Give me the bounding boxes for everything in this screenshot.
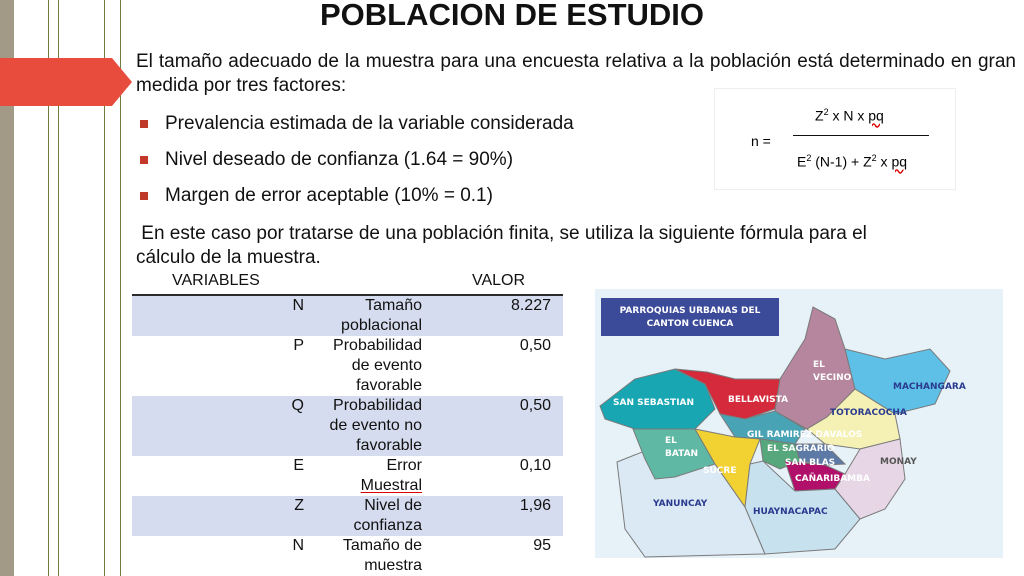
square-bullet-icon [140, 156, 148, 164]
label-canaribamba: CAÑARIBAMBA [795, 474, 870, 484]
intro-paragraph: El tamaño adecuado de la muestra para una encuesta relativa a la población está determinado en gran medida por tres factores: [136, 51, 1016, 96]
map-title-line2: CANTON CUENCA [646, 319, 734, 329]
map-title-line1: PARROQUIAS URBANAS DEL [619, 306, 761, 316]
slide-title: POBLACION DE ESTUDIO [319, 0, 705, 32]
parishes-map [595, 289, 1003, 558]
label-bellavista: BELLAVISTA [728, 395, 789, 405]
header-variables: VARIABLES [132, 268, 422, 295]
variables-table [132, 268, 563, 576]
formula-lhs: n = [751, 133, 771, 149]
label-gil-ramirez: GIL RAMIREZ DAVALOS [747, 430, 863, 440]
formula-paragraph: En este caso por tratarse de una población finita, se utiliza la siguiente fórmula para el cálculo de la muestra. [136, 223, 867, 268]
table-row: E Error Muestral 0,10 [293, 457, 551, 494]
table-row: P Probabilidad de evento favorable 0,50 [293, 337, 551, 394]
label-el-sagrario: EL SAGRARIO [767, 444, 835, 454]
list-item: Prevalencia estimada de la variable considerada [136, 112, 574, 148]
fraction-line [793, 135, 929, 136]
square-bullet-icon [140, 120, 148, 128]
table-row: N Tamaño de muestra 95 [292, 537, 551, 574]
label-machangara: MACHANGARA [893, 382, 966, 392]
factor-list [136, 112, 574, 220]
red-arrow-decoration [0, 58, 132, 106]
label-totoracocha: TOTORACOCHA [830, 408, 907, 418]
label-el-vecino: EL [813, 360, 825, 370]
table-row: Z Nivel de confianza 1,96 [132, 496, 563, 536]
sample-size-formula [715, 89, 955, 189]
label-san-blas: SAN BLAS [785, 458, 836, 468]
table-row: N Tamaño poblacional 8.227 [132, 295, 563, 336]
table-row: Q Probabilidad de evento no favorable 0,50 [132, 396, 563, 456]
list-item: Margen de error aceptable (10% = 0.1) [136, 184, 574, 220]
square-bullet-icon [140, 192, 148, 200]
label-huaynacapac: HUAYNACAPAC [753, 507, 828, 517]
label-yanuncay: YANUNCAY [653, 499, 708, 509]
formula-denominator: $E^2$ $(N-1) + Z^2$ x pq [797, 153, 908, 170]
label-sucre: SUCRE [703, 466, 737, 476]
label-el-batan: BATAN [665, 449, 699, 459]
label-el-vecino: VECINO [813, 373, 852, 383]
label-san-sebastian: SAN SEBASTIAN [613, 398, 695, 408]
label-monay: MONAY [880, 457, 917, 467]
formula-numerator: $Z^2$ x N x pq [815, 107, 884, 124]
header-valor: VALOR [422, 268, 563, 295]
list-item: Nivel deseado de confianza (1.64 = 90%) [136, 148, 574, 184]
map-title-box [601, 298, 779, 336]
label-el-batan: EL [665, 436, 677, 446]
